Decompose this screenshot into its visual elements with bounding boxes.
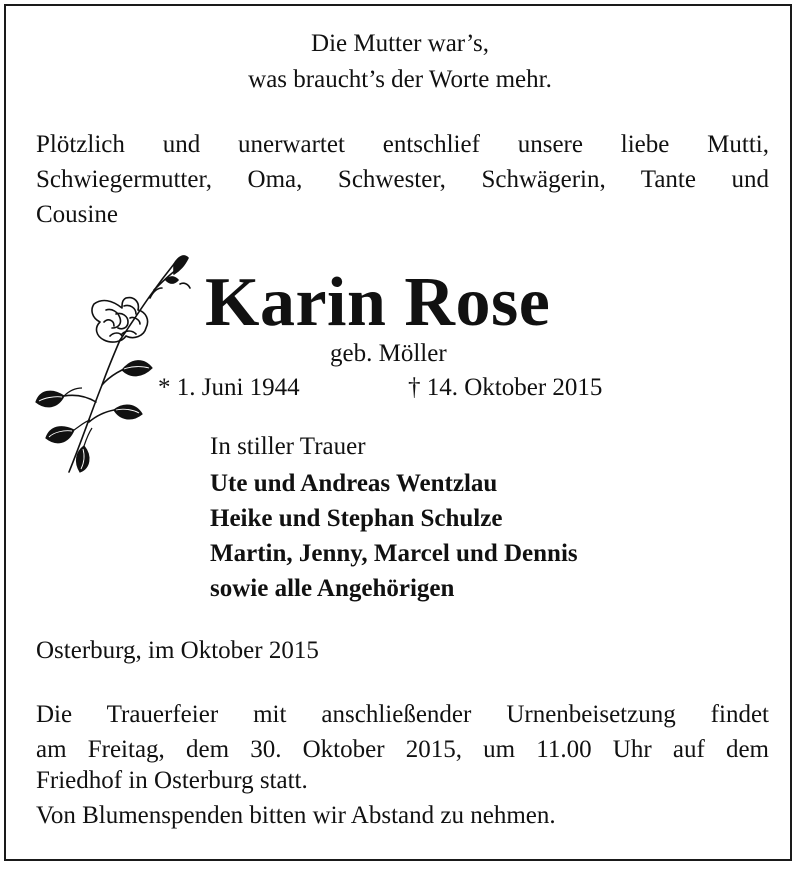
ceremony-line-4: Von Blumenspenden bitten wir Abstand zu nehmen. (36, 802, 556, 829)
birth-date: * 1. Juni 1944 (158, 374, 300, 401)
mourning-heading: In stiller Trauer (210, 433, 366, 460)
maiden-name: geb. Möller (330, 340, 447, 367)
intro-line-3: Cousine (36, 201, 118, 228)
ceremony-line-2: am Freitag, dem 30. Oktober 2015, um 11.00 Uhr auf dem (36, 736, 769, 763)
ceremony-line-3: Friedhof in Osterburg statt. (36, 767, 308, 794)
deceased-name: Karin Rose (205, 264, 551, 341)
place-date: Osterburg, im Oktober 2015 (36, 637, 319, 664)
mourner-line: sowie alle Angehörigen (210, 575, 455, 602)
mourner-line: Ute und Andreas Wentzlau (210, 470, 498, 497)
mourner-line: Heike und Stephan Schulze (210, 505, 503, 532)
rose-icon (34, 250, 194, 480)
ceremony-line-1: Die Trauerfeier mit anschließender Urnenbeisetzung findet (36, 701, 769, 728)
poem-line-2: was braucht’s der Worte mehr. (248, 66, 552, 93)
mourner-line: Martin, Jenny, Marcel und Dennis (210, 540, 578, 567)
death-date: † 14. Oktober 2015 (408, 374, 603, 401)
poem-line-1: Die Mutter war’s, (311, 30, 489, 57)
intro-line-2: Schwiegermutter, Oma, Schwester, Schwägerin, Tante und (36, 166, 769, 193)
intro-line-1: Plötzlich und unerwartet entschlief unsere liebe Mutti, (36, 131, 769, 158)
